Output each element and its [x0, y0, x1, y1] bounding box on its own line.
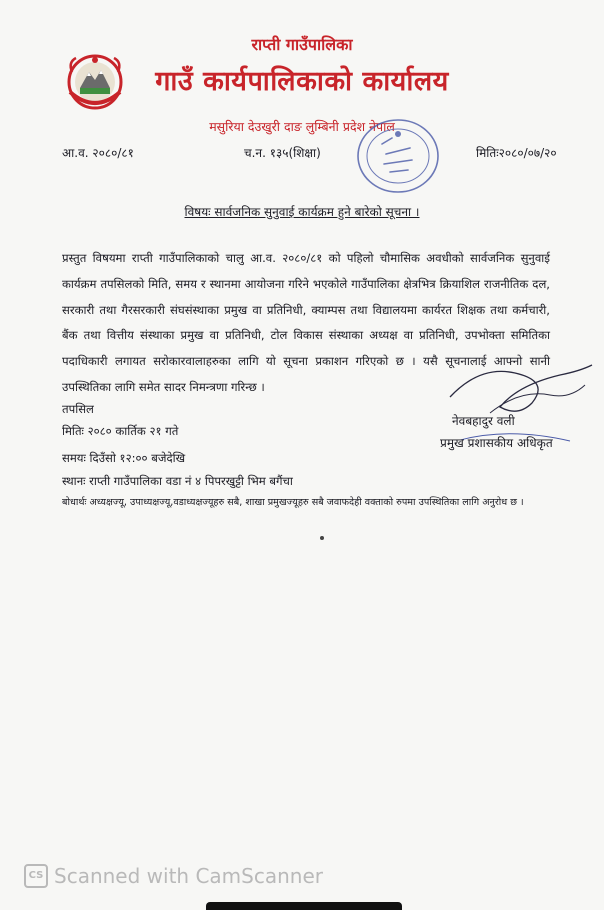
dispatch-number: च.न. १३५(शिक्षा) [244, 146, 321, 160]
letter-date: मितिः२०८०/०७/२० [476, 146, 557, 160]
notice-body: प्रस्तुत विषयमा राप्ती गाउँपालिकाको चालु आ.व. २०८०/८१ को पहिलो चौमासिक अवधीको सार्वजनिक सुनुवाई कार्यक्रम तपसिलको मिति, समय र स्थानमा आयोजना गरिने भएकोले गाउँपालिका क्षेत्रभित्र क्रियाशिल राजनीतिक दल, सरकारी तथा गैरसरकारी संघसंस्थाका प्रमुख वा प्रतिनिधी, क्याम्पस तथा विद्यालयमा कार्यरत शिक्षक तथा कर्मचारी, बैंक तथा वित्तीय संस्थाका प्रमुख वा प्रतिनिधी, टोल विकास संस्थाका अध्यक्ष वा प्रतिनिधी, उपभोक्ता समितिका पदाधिकारी लगायत सरोकारवालाहरुका लागि यो सूचना प्रकाशन गरिएको छ । यसै सूचनालाई आफ्नो सानी उपस्थितिका लागि समेत सादर निमन्त्रणा गरिन्छ । [62, 251, 550, 394]
municipality-name: राप्ती गाउँपालिका [251, 35, 353, 54]
office-title: गाउँ कार्यपालिकाको कार्यालय [155, 66, 449, 97]
cc-note: बोधार्थः अध्यक्षज्यू, उपाध्यक्षज्यू,वडाध्यक्षज्यूहरु सबै, शाखा प्रमुखज्यूहरु सबै जवाफदेही वक्ताको रुपमा उपस्थितिका लागि अनुरोध छ । [62, 497, 524, 508]
event-venue: स्थानः राप्ती गाउँपालिका वडा नं ४ पिपरखुट्टी भिम बगैंचा [62, 474, 293, 488]
subject-line: विषयः सार्वजनिक सुनुवाई कार्यक्रम हुने बारेको सूचना । [184, 205, 420, 219]
details-heading: तपसिल [62, 402, 94, 416]
event-date: मितिः २०८० कार्तिक २१ गते [62, 424, 179, 438]
camscanner-logo-icon: CS [24, 864, 48, 888]
office-address: मसुरिया देउखुरी दाङ लुम्बिनी प्रदेश नेपाल [209, 119, 395, 134]
signer-title: प्रमुख प्रशासकीय अधिकृत [440, 436, 553, 450]
bottom-edge-bar [206, 902, 402, 910]
event-time: समयः दिउँसो १२:०० बजेदेखि [62, 451, 186, 465]
office-seal-icon [352, 114, 444, 198]
signer-name: नेवबहादुर वली [452, 414, 515, 428]
ink-dot [320, 536, 324, 540]
fiscal-year: आ.व. २०८०/८१ [62, 146, 134, 160]
scanner-watermark: CS Scanned with CamScanner [24, 862, 323, 886]
